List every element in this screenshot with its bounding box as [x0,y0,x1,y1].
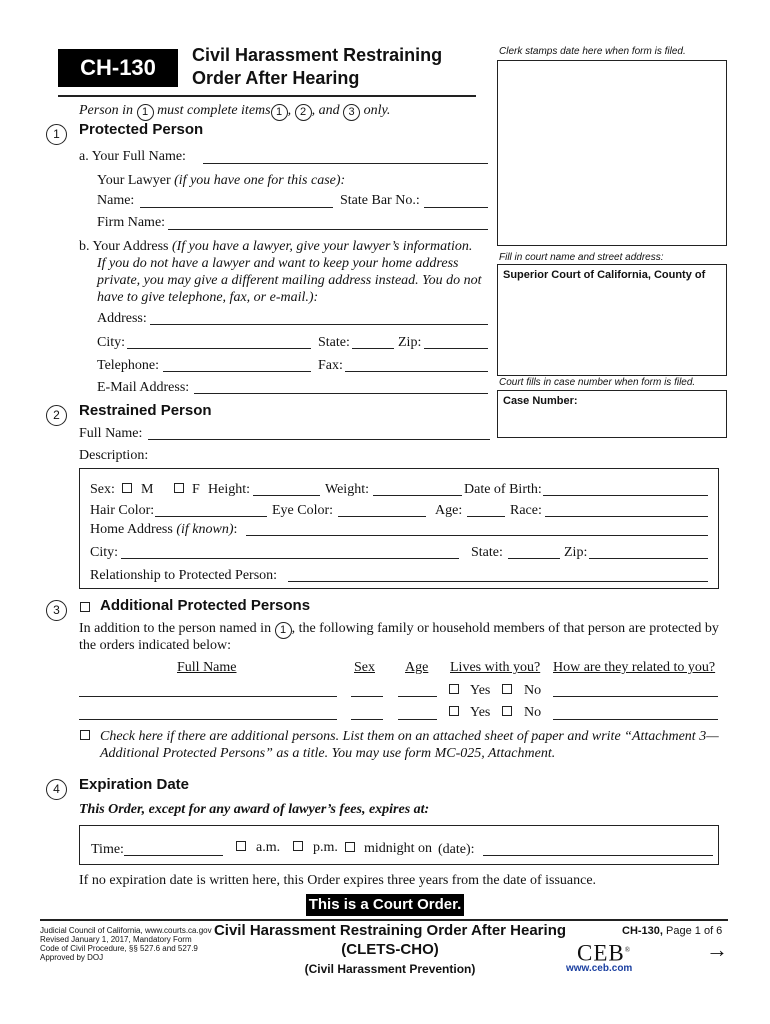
footer-revised: Revised January 1, 2017, Mandatory Form [40,935,192,944]
sex-f-checkbox[interactable] [174,483,184,493]
address-label: Address: [97,311,147,326]
address-instruction-4: have to give telephone, fax, or e-mail.): [97,290,319,305]
city-label: City: [97,335,126,350]
restrained-full-name-field[interactable] [148,439,490,440]
item-1-circle: 1 [271,104,288,121]
footer-clets: (CLETS-CHO) [341,941,439,958]
state-field[interactable] [352,348,394,349]
form-title-line2: Order After Hearing [192,68,360,88]
section-3-intro: In addition to the person named in 1 , the following family or household members of that person are protected by [79,620,719,639]
time-label: Time: [91,842,124,857]
email-field[interactable] [194,393,488,394]
pm-checkbox[interactable] [293,841,303,851]
description-label: Description: [79,448,149,463]
person-2-lives-yes-checkbox[interactable] [449,706,459,716]
eye-color-field[interactable] [338,516,426,517]
person-1-name-field[interactable] [79,696,337,697]
am-label: a.m. [256,840,281,855]
section-4-title: Expiration Date [79,776,190,793]
no-label: No [524,705,542,720]
weight-label: Weight: [325,482,369,497]
restrained-zip-field[interactable] [589,558,708,559]
item-2-circle: 2 [295,104,312,121]
section-3-title: Additional Protected Persons [100,597,311,614]
hair-color-field[interactable] [155,516,267,517]
home-address-field[interactable] [246,535,708,536]
footer-council: Judicial Council of California, www.courts.ca.gov [40,926,212,935]
additional-sheet-text-1: Check here if there are additional persons. List them on an attached sheet of paper and write “Attachment 3— [100,729,719,744]
no-label: No [524,683,542,698]
court-order-banner: This is a Court Order. [306,894,464,916]
zip-label: Zip: [398,335,422,350]
date-label: (date): [438,842,475,857]
zip-field[interactable] [424,348,488,349]
footer-title: Civil Harassment Restraining Order After Hearing [213,922,567,939]
expiration-default-note: If no expiration date is written here, this Order expires three years from the date of issuance. [79,873,597,888]
sex-m-checkbox[interactable] [122,483,132,493]
am-checkbox[interactable] [236,841,246,851]
item-1-circle: 1 [275,622,292,639]
hair-color-label: Hair Color: [90,503,155,518]
height-field[interactable] [253,495,320,496]
next-page-arrow-icon[interactable]: → [706,937,728,962]
email-label: E-Mail Address: [97,380,190,395]
footer-subtitle: (Civil Harassment Prevention) [304,962,476,976]
weight-field[interactable] [373,495,462,496]
dob-label: Date of Birth: [464,482,542,497]
restrained-city-field[interactable] [121,558,459,559]
case-number-label: Case Number: [503,395,578,407]
pm-label: p.m. [313,840,338,855]
form-title-line1: Civil Harassment Restraining [192,45,443,65]
sex-label: Sex: [90,482,115,497]
address-field[interactable] [150,324,488,325]
person-1-lives-yes-checkbox[interactable] [449,684,459,694]
footer-page-number: CH-130, Page 1 of 6 [622,925,723,937]
yes-label: Yes [470,705,491,720]
lawyer-name-label: Name: [97,193,135,208]
col-header-relationship: How are they related to you? [553,660,716,675]
person-2-age-field[interactable] [398,719,437,720]
item-1-circle: 1 [137,104,154,121]
relationship-label: Relationship to Protected Person: [90,568,278,583]
section-1-title: Protected Person [79,121,204,138]
relationship-field[interactable] [288,581,708,582]
telephone-label: Telephone: [97,358,159,373]
section-2-number: 2 [46,405,67,426]
col-header-sex: Sex [354,660,375,675]
fax-label: Fax: [318,358,343,373]
sex-f-label: F [192,482,200,497]
footer-code: Code of Civil Procedure, §§ 527.6 and 527.9 [40,944,198,953]
person-1-sex-field[interactable] [351,696,383,697]
section-4-number: 4 [46,779,67,800]
sex-m-label: M [141,482,154,497]
date-field[interactable] [483,855,713,856]
eye-color-label: Eye Color: [272,503,334,518]
section-2-title: Restrained Person [79,402,212,419]
section-3-intro-2: the orders indicated below: [79,638,232,653]
state-bar-field[interactable] [424,207,488,208]
time-field[interactable] [124,855,223,856]
person-1-relationship-field[interactable] [553,696,718,697]
additional-sheet-text-2: Additional Protected Persons” as a title. You may use form MC-025, Attachment. [100,746,556,761]
additional-sheet-checkbox[interactable] [80,730,90,740]
section-1-number: 1 [46,124,67,145]
col-header-lives-with: Lives with you? [450,660,541,675]
case-number-box[interactable] [497,390,727,438]
midnight-label: midnight on [364,841,433,856]
your-full-name-field[interactable] [203,163,488,164]
form-number-badge: CH-130 [58,49,178,87]
ceb-logo: CEB® [577,940,632,966]
case-number-note: Court fills in case number when form is filed. [499,377,696,388]
height-label: Height: [208,482,250,497]
person-1-lives-no-checkbox[interactable] [502,684,512,694]
restrained-full-name-label: Full Name: [79,426,143,441]
instruction-line: Person in 1 must complete items 1 , 2 , and 3 only. [79,102,390,121]
telephone-field[interactable] [163,371,311,372]
state-bar-label: State Bar No.: [340,193,420,208]
item-3-circle: 3 [343,104,360,121]
address-instruction-2: If you do not have a lawyer and want to keep your home address [97,256,459,271]
court-name-box[interactable] [497,264,727,376]
person-2-lives-no-checkbox[interactable] [502,706,512,716]
person-2-relationship-field[interactable] [553,719,718,720]
state-label: State: [318,335,350,350]
city-field[interactable] [127,348,311,349]
person-1-age-field[interactable] [398,696,437,697]
person-2-name-field[interactable] [79,719,337,720]
your-full-name-label: a. Your Full Name: [79,149,186,164]
age-field[interactable] [467,516,505,517]
person-2-sex-field[interactable] [351,719,383,720]
address-instruction-3: private, you may give a different mailing address instead. You do not [97,273,482,288]
yes-label: Yes [470,683,491,698]
lawyer-name-field[interactable] [140,207,333,208]
section-3-number: 3 [46,600,67,621]
header-rule [58,95,476,97]
age-label: Age: [435,503,463,518]
court-name-note: Fill in court name and street address: [499,252,664,263]
col-header-age: Age [405,660,429,675]
restrained-zip-label: Zip: [564,545,588,560]
race-field[interactable] [545,516,708,517]
restrained-state-label: State: [471,545,503,560]
restrained-state-field[interactable] [508,558,560,559]
additional-persons-checkbox[interactable] [80,602,90,612]
footer-rule [40,919,728,921]
race-label: Race: [510,503,542,518]
ceb-url-link[interactable]: www.ceb.com [566,963,633,974]
home-address-label: Home Address (if known): [90,522,238,537]
court-name-label: Superior Court of California, County of [503,269,706,281]
restrained-city-label: City: [90,545,119,560]
dob-field[interactable] [543,495,708,496]
clerk-stamp-note: Clerk stamps date here when form is filed. [499,46,686,57]
footer-approved: Approved by DOJ [40,953,104,962]
your-address-heading: b. Your Address (If you have a lawyer, give your lawyer’s information. [79,239,473,254]
col-header-full-name: Full Name [177,660,237,675]
expiration-order-text: This Order, except for any award of lawyer’s fees, expires at: [79,802,430,817]
firm-name-field[interactable] [168,229,488,230]
your-lawyer-label: Your Lawyer (if you have one for this case): [97,173,346,188]
fax-field[interactable] [345,371,488,372]
firm-name-label: Firm Name: [97,215,166,230]
clerk-stamp-box [497,60,727,246]
midnight-checkbox[interactable] [345,842,355,852]
